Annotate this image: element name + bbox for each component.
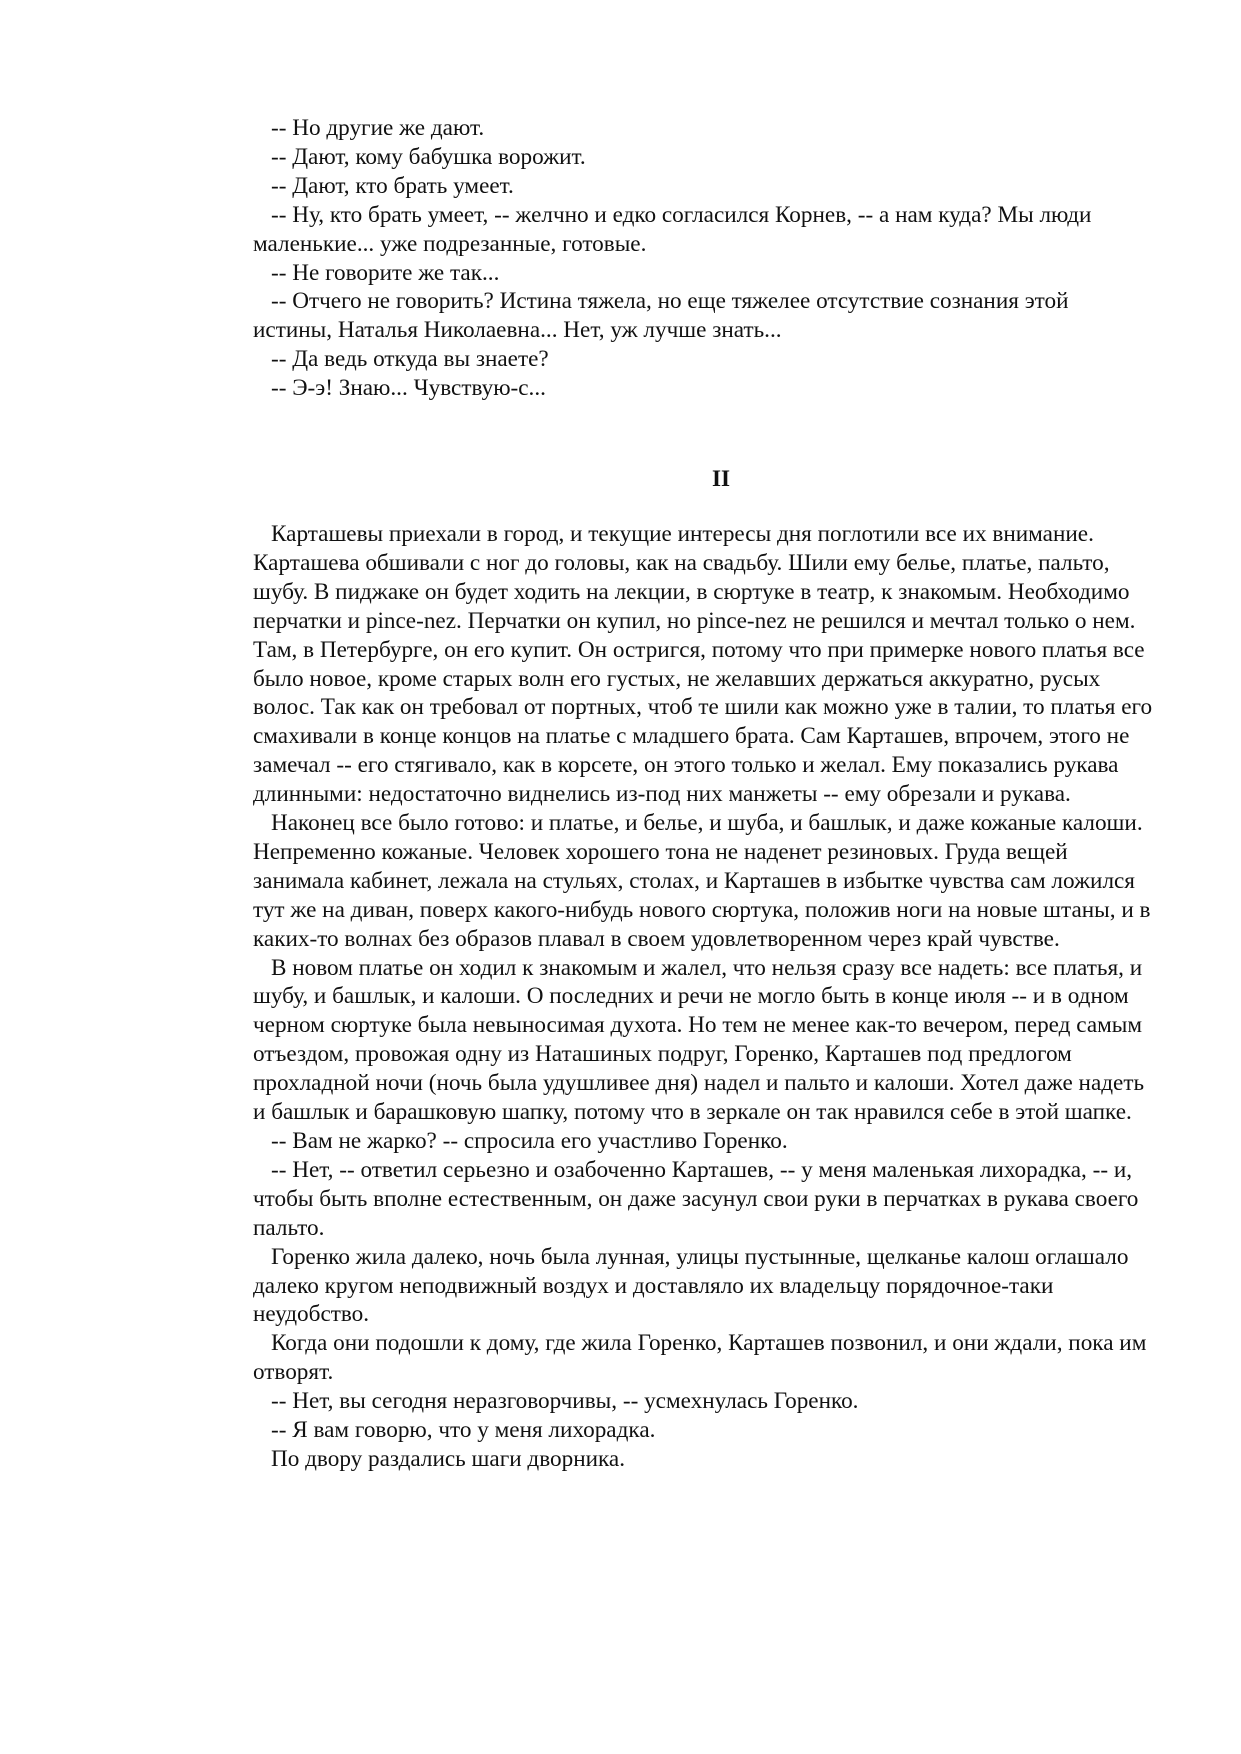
body-paragraph: -- Нет, -- ответил серьезно и озабоченно Карташев, -- у меня маленькая лихорадка, -- и, чтобы быть вполне естественным, он даже засунул свои руки в перчатках в рукава своего пальто. (253, 1156, 1139, 1241)
body-paragraph: Карташевы приехали в город, и текущие интересы дня поглотили все их внимание. Карташева обшивали с ног до головы, как на свадьбу. Шили ему белье, платье, пальто, шубу. В пиджаке он будет ходить на лекции, в сюртуке в театр, к знакомым. Необходимо перчатки и pince-nez. Перчатки он купил, но pince-nez не решился и мечтал только о нем. Там, в Петербурге, он его купит. Он остригся, потому что при примерке нового платья все было новое, кроме старых волн его густых, не желавших держаться аккуратно, русых волос. Так как он требовал от портных, чтоб те шили как можно уже в талии, то платья его смахивали в конце концов на платье с младшего брата. Сам Карташев, впрочем, этого не замечал -- его стягивало, как в корсете, он этого только и желал. Ему показались рукава длинными: недостаточно виднелись из-под них манжеты -- ему обрезали и рукава. (253, 520, 1153, 808)
dialogue-line: -- Ну, кто брать умеет, -- желчно и едко согласился Корнев, -- а нам куда? Мы люди маленькие... уже подрезанные, готовые. (253, 201, 1092, 257)
document-page (253, 114, 1153, 1474)
body-paragraph: Горенко жила далеко, ночь была лунная, улицы пустынные, щелканье калош оглашало далеко кругом неподвижный воздух и доставляло их владельцу порядочное-таки неудобство. (253, 1243, 1129, 1328)
body-paragraph: -- Я вам говорю, что у меня лихорадка. (271, 1417, 656, 1444)
dialogue-line: -- Да ведь откуда вы знаете? (271, 346, 549, 373)
body-paragraph: Когда они подошли к дому, где жила Горенко, Карташев позвонил, и они ждали, пока им отворят. (253, 1330, 1147, 1386)
section-heading: II (711, 466, 731, 493)
dialogue-line: -- Э-э! Знаю... Чувствую-с... (271, 375, 546, 402)
dialogue-line: -- Но другие же дают. (271, 115, 485, 141)
dialogue-line: -- Отчего не говорить? Истина тяжела, но еще тяжелее отсутствие сознания этой истины, Наталья Николаевна... Нет, уж лучше знать... (253, 288, 1069, 344)
body-paragraph: Наконец все было готово: и платье, и белье, и шуба, и башлык, и даже кожаные калоши. Непременно кожаные. Человек хорошего тона не наденет резиновых. Груда вещей занимала кабинет, лежала на стульях, столах, и Карташев в избытке чувства сам ложился тут же на диван, поверх какого-нибудь нового сюртука, положив ноги на новые штаны, и в каких-то волнах без образов плавал в своем удовлетворенном через край чувстве. (253, 810, 1151, 952)
body-paragraph: В новом платье он ходил к знакомым и жалел, что нельзя сразу все надеть: все платья, и шубу, и башлык, и калоши. О последних и речи не могло быть в конце июля -- и в одном черном сюртуке была невыносимая духота. Но тем не менее как-то вечером, перед самым отъездом, провожая одну из Наташиных подруг, Горенко, Карташев под предлогом прохладной ночи (ночь была удушливее дня) надел и пальто и калоши. Хотел даже надеть и башлык и барашковую шапку, потому что в зеркале он так нравился себе в этой шапке. (253, 954, 1145, 1126)
dialogue-line: -- Дают, кому бабушка ворожит. (271, 143, 586, 170)
body-paragraph: -- Вам не жарко? -- спросила его участливо Горенко. (271, 1128, 788, 1154)
body-paragraph: -- Нет, вы сегодня неразговорчивы, -- усмехнулась Горенко. (271, 1388, 859, 1415)
section-spacer (253, 494, 1153, 520)
dialogue-line: -- Дают, кто брать умеет. (271, 172, 514, 199)
section-spacer (253, 403, 1153, 465)
dialogue-line: -- Не говорите же так... (271, 259, 500, 286)
body-paragraph: По двору раздались шаги дворника. (271, 1445, 626, 1472)
